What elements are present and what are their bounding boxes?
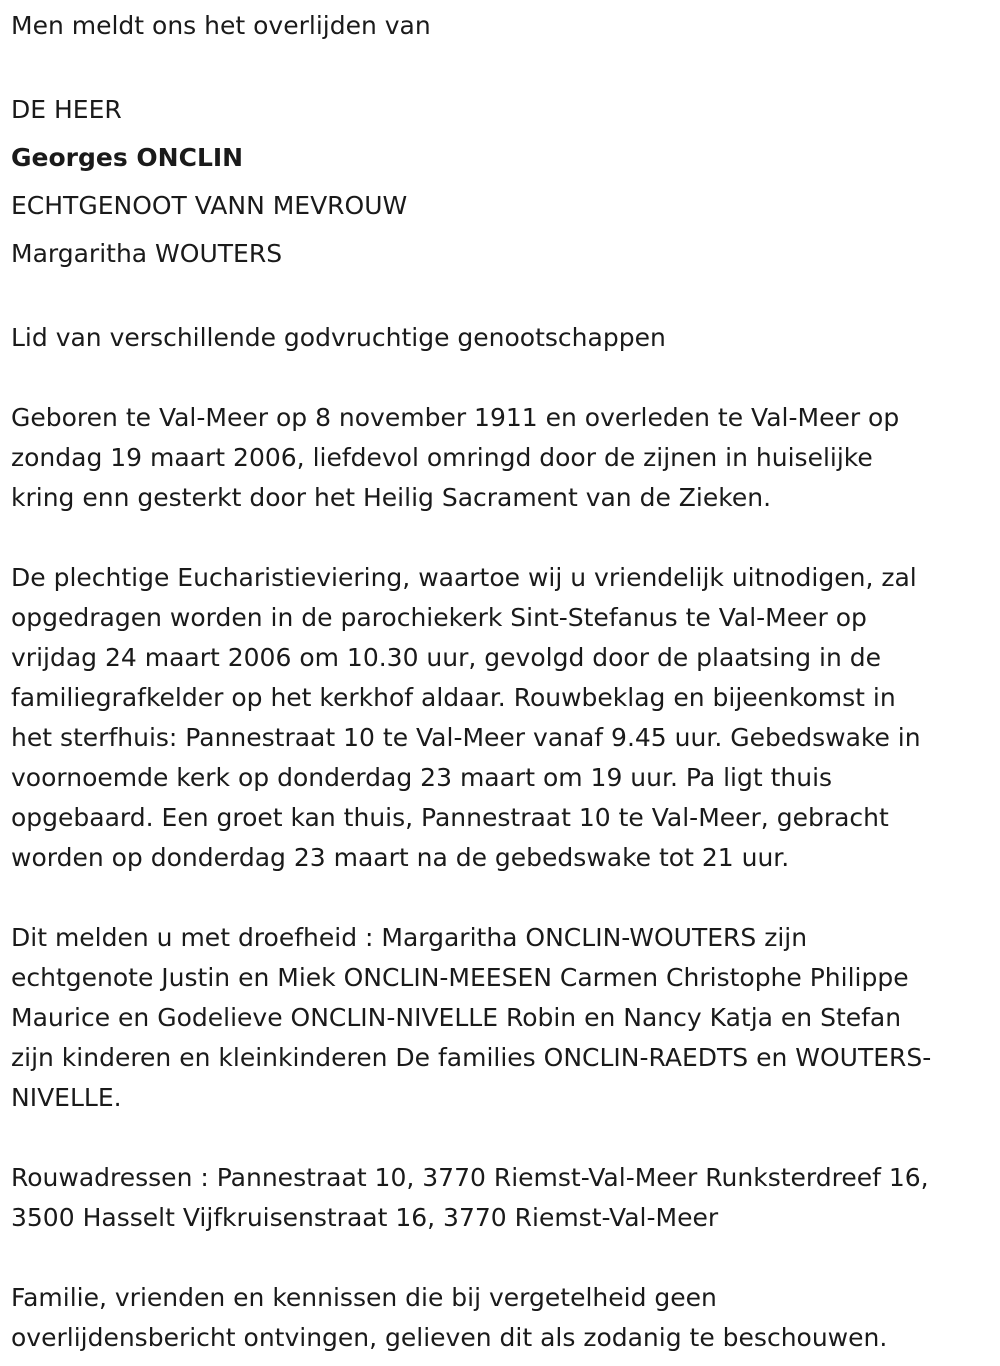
intro-line: Men meldt ons het overlijden van — [11, 11, 431, 40]
paragraph-line: zijn kinderen en kleinkinderen De families ONCLIN-RAEDTS en WOUTERS- — [11, 1043, 932, 1072]
family-paragraph — [11, 918, 988, 1118]
paragraph-line: De plechtige Eucharistieviering, waartoe wij u vriendelijk uitnodigen, zal — [11, 563, 917, 592]
paragraph-line: Maurice en Godelieve ONCLIN-NIVELLE Robin en Nancy Katja en Stefan — [11, 1003, 902, 1032]
paragraph-line: voornoemde kerk op donderdag 23 maart om 19 uur. Pa ligt thuis — [11, 763, 833, 792]
membership-line: Lid van verschillende godvruchtige genootschappen — [11, 323, 666, 352]
paragraph-line: het sterfhuis: Pannestraat 10 te Val-Meer vanaf 9.45 uur. Gebedswake in — [11, 723, 921, 752]
ceremony-paragraph — [11, 558, 988, 878]
paragraph-line: vrijdag 24 maart 2006 om 10.30 uur, gevolgd door de plaatsing in de — [11, 643, 882, 672]
paragraph-line: opgebaard. Een groet kan thuis, Pannestraat 10 te Val-Meer, gebracht — [11, 803, 889, 832]
paragraph-line: NIVELLE. — [11, 1083, 122, 1112]
spacer — [11, 358, 988, 398]
spacer — [11, 878, 988, 918]
paragraph-line: kring enn gesterkt door het Heilig Sacrament van de Zieken. — [11, 483, 772, 512]
addresses-paragraph — [11, 1158, 988, 1238]
paragraph-line: Rouwadressen : Pannestraat 10, 3770 Riemst-Val-Meer Runksterdreef 16, — [11, 1163, 929, 1192]
spacer — [11, 1238, 988, 1278]
paragraph-line: Familie, vrienden en kennissen die bij vergetelheid geen — [11, 1283, 717, 1312]
paragraph-line: opgedragen worden in de parochiekerk Sint-Stefanus te Val-Meer op — [11, 603, 867, 632]
paragraph-line: familiegrafkelder op het kerkhof aldaar. Rouwbeklag en bijeenkomst in — [11, 683, 896, 712]
closing-paragraph — [11, 1278, 988, 1358]
birth-death-paragraph — [11, 398, 988, 518]
deceased-name: Georges ONCLIN — [11, 143, 244, 172]
paragraph-line: 3500 Hasselt Vijfkruisenstraat 16, 3770 Riemst-Val-Meer — [11, 1203, 719, 1232]
spouse-label: ECHTGENOOT VANN MEVROUW — [11, 191, 408, 220]
title-prefix: DE HEER — [11, 95, 122, 124]
paragraph-line: echtgenote Justin en Miek ONCLIN-MEESEN Carmen Christophe Philippe — [11, 963, 909, 992]
paragraph-line: overlijdensbericht ontvingen, gelieven dit als zodanig te beschouwen. — [11, 1323, 888, 1352]
paragraph-line: Dit melden u met droefheid : Margaritha ONCLIN-WOUTERS zijn — [11, 923, 808, 952]
paragraph-line: worden op donderdag 23 maart na de gebedswake tot 21 uur. — [11, 843, 790, 872]
spacer — [11, 1118, 988, 1158]
paragraph-line: zondag 19 maart 2006, liefdevol omringd door de zijnen in huiselijke — [11, 443, 873, 472]
spacer — [11, 278, 988, 318]
spacer — [11, 46, 988, 86]
paragraph-line: Geboren te Val-Meer op 8 november 1911 en overleden te Val-Meer op — [11, 403, 900, 432]
spouse-name: Margaritha WOUTERS — [11, 239, 283, 268]
spacer — [11, 518, 988, 558]
